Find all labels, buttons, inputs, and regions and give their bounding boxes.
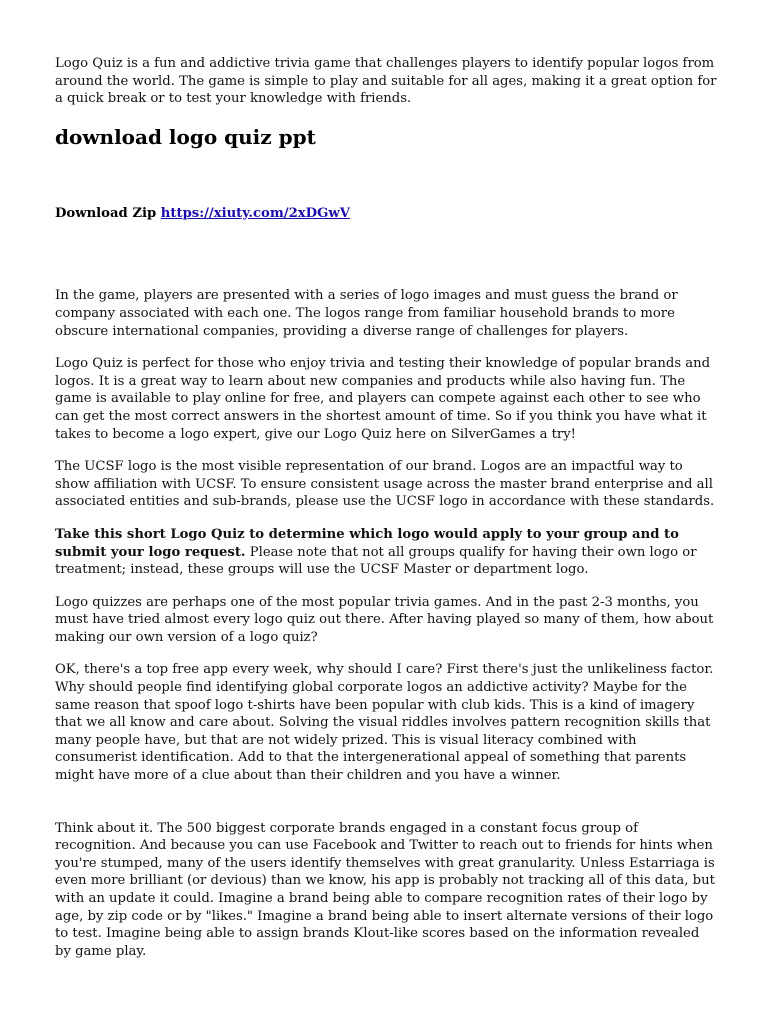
quiz-paragraph-bold: Take this short Logo Quiz to determine which logo would apply to your group and to submit your logo request.: [55, 526, 679, 560]
body-paragraph: Logo quizzes are perhaps one of the most popular trivia games. And in the past 2-3 months, you must have tried almost every logo quiz out there. After having played so many of them, how about making our own version of a logo quiz?: [55, 594, 714, 645]
body-paragraph: Think about it. The 500 biggest corporate brands engaged in a constant focus group of recognition. And because you can use Facebook and Twitter to reach out to friends for hints when you're stumped, many of the users identify themselves with great granularity. Unless Estarriaga is even more brilliant (or devious) than we know, his app is probably not tracking all of this data, but with an update it could. Imagine a brand being able to compare recognition rates of their logo by age, by zip code or by "likes." Imagine a brand being able to insert alternate versions of their logo to test. Imagine being able to assign brands Klout-like scores based on the information revealed by game play.: [55, 820, 715, 959]
page-title: download logo quiz ppt: [55, 124, 316, 149]
body-paragraph: In the game, players are presented with a series of logo images and must guess the brand or company associated with each one. The logos range from familiar household brands to more obscure international companies, providing a diverse range of challenges for players.: [55, 288, 678, 339]
body-paragraph: The UCSF logo is the most visible representation of our brand. Logos are an impactful way to show affiliation with UCSF. To ensure consistent usage across the master brand enterprise and all associated entities and sub-brands, please use the UCSF logo in accordance with these standards.: [55, 459, 715, 510]
download-line: [55, 205, 717, 223]
download-label: Download Zip: [55, 205, 157, 221]
download-link[interactable]: https://xiuty.com/2xDGwV: [160, 205, 350, 221]
quiz-paragraph-rest: Please note that not all groups qualify for having their own logo or treatment; instead, these groups will use the UCSF Master or department logo.: [55, 544, 697, 578]
intro-paragraph: Logo Quiz is a fun and addictive trivia game that challenges players to identify popular logos from around the world. The game is simple to play and suitable for all ages, making it a great option for a quick break or to test your knowledge with friends.: [55, 56, 717, 107]
document-page: [55, 55, 717, 975]
quiz-paragraph: [55, 526, 717, 579]
body-paragraph: Logo Quiz is perfect for those who enjoy trivia and testing their knowledge of popular brands and logos. It is a great way to learn about new companies and products while also having fun. The game is available to play online for free, and players can compete against each other to see who can get the most correct answers in the shortest amount of time. So if you think you have what it takes to become a logo expert, give our Logo Quiz here on SilverGames a try!: [55, 356, 711, 442]
body-paragraph: OK, there's a top free app every week, why should I care? First there's just the unlikeliness factor. Why should people find identifying global corporate logos an addictive activity? Maybe for the same reason that spoof logo t-shirts have been popular with club kids. This is a kind of imagery that we all know and care about. Solving the visual riddles involves pattern recognition skills that many people have, but that are not widely prized. This is visual literacy combined with consumerist identification. Add to that the intergenerational appeal of something that parents might have more of a clue about than their children and you have a winner.: [55, 662, 714, 784]
